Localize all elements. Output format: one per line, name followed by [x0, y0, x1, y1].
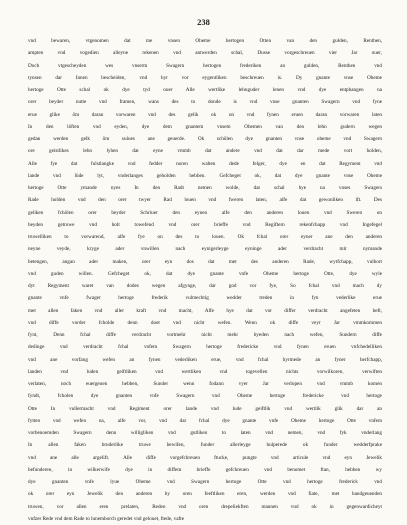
text-line: met allen faken vnd aller kraft vnd macht, Alfe hye dat vor differ verdracht angefeten heft, — [28, 307, 382, 314]
text-line: dedinge vnd verdracht fchal vnfem Swagern hertoge fredericke vnd fynen eruen vnfchedelliken — [28, 344, 382, 351]
text-line: Doch vtgescheyden wes vnserm Swagern hertogen frederiken an gulden, Renthen vnd — [28, 62, 382, 69]
text-line: dye gnanten vnfe lyue Oheme vnd Swagern hertoge Otte vnd hertoge frederick vnd — [28, 479, 382, 485]
text-line: ampten vnd vogedien alleyne rekenen vnd antwerden schal, Dusse vorgeschreuen vier Jar ouer, — [28, 50, 382, 57]
text-line: ok orer eyn Jewelik den anderen by oren feeftliken eren, werden vnd fiate, met handgeuenden — [28, 491, 382, 498]
text-line: ore geistlikes lehn lyhen dat eyne vmmb dat andere vnd dat dar mede vort holden, — [28, 148, 382, 155]
text-line: Rade holden vnd den orer twyer Rad louen vnd fweren laten, alfe dat gewonliken ift. Des — [28, 197, 382, 204]
body-text — [28, 35, 382, 525]
text-line: fytten vnd wefen na, alfe vor, vnd dar fchal dye gnante vnfe Oheme hertoge Otte vnfem — [28, 417, 382, 424]
text-line: befunderen, in wilkerwife dye in diffem brieffe gefchreuen vnd benomet ftan, hebben wy — [28, 466, 382, 473]
text-line: vnd diffe vorder fcholde denn doet vnd nicht wefen. Wenn ok diffe veyr Jar vmmkommen — [28, 319, 382, 326]
text-line: vorbenoemden Swagern denn willigliken vnd gutliken to laten vnd nemen, vnd fyk vnderlang — [28, 430, 382, 436]
page-number: 238 — [197, 17, 210, 27]
text-line: vnd ane alle argelift. Alle diffe vorgefchreuen ftucke, pungte vnd articule vnd eyn Jewelik — [28, 454, 382, 461]
text-line: verlaten, noch euergeuen hebben, Sunder wenn fodann vyer Jar verlopen vnd vmmb komen — [28, 381, 382, 387]
text-line: hertoge Otte schal ok dye tyd ouer Alle wertlike lehnguder lenen vnd dye entphangen na — [28, 87, 382, 93]
text-line: orer beyder nutte vnd framen, wans des to donde is vnd vnse gnanten Swagern vnd fyne — [28, 99, 382, 106]
text-line: hertoge Otte ymande nyes In den Radt nemen wolde, dat schal hye na vnses Swagers — [28, 185, 382, 191]
text-line: erue glike öm daran vorwaren vnd des gelik ok on vnd fynen eruen daran vorwaren laten — [28, 111, 382, 118]
text-line: betengen, angan ader maken, orer eyn dos dat met des anderen Rade, wytfchapp, vulbort — [28, 258, 382, 265]
text-line: vnd bewaren, vtgenomen dat me vnsen Oheme hertogen Otten van den gulden, Renthen, — [28, 38, 382, 44]
text-line: neyne veyde, kryge ader vnwillen nach eynigerleyge eyninge ader verdracht mit nymande — [28, 246, 382, 253]
text-line: landen vnd luden geiftliken vnd wertliken vnd togevellen nichts vorwilkoren, verwiften — [28, 368, 382, 375]
text-line: truwelliken to vorwarend, alfe fye on des to louen. Ok fchal orer eyner ane den anderen — [28, 234, 382, 240]
text-line: Otte In vullermacht vnd Regiment orer lande vnd lude geiftlik vnd wertlik glik dar an — [28, 405, 382, 412]
text-line: truwen, vor allen eren prelaten, Reden vnd oren drepeliekften mannen vnd ok in gegenwardicheyt — [28, 503, 382, 510]
text-line: dyt Regyment waret van dodes wegen afgynge, dar god vor fye, So fchal vnd mach dy — [28, 283, 382, 289]
text-line: gedan werden gelk öm sulues ane geuerde. Ok schölen dye gnanten vnse oheme vnd Swagern — [28, 136, 382, 142]
text-line: fyndt, fcholen dye gnanten vnfe Swagern vnd Oheme hertoge fredericke vnd hertoge — [28, 393, 382, 400]
text-line: Alle fye dat fulstlangke vnd fedder noren walten dede felger, dye en dat Regyment vnd — [28, 160, 382, 167]
text-line: vnd ane vorfang wefen an fynen vederliken erue, vnd fchal hyrmede an fyner herfchapp, — [28, 356, 382, 363]
text-line: In den löften vnd eyden, dye dem gnantem vnsem Ohemen van den lehn gudern wegen — [28, 123, 382, 130]
text-line: fynt, Denn fchal diffe verdracht vortmehr nicht mehr byeden nach wefen, Sundern diffe — [28, 332, 382, 338]
text-line: In allen faken bruderlike truwe bewifen, funder allerleyge hulperede ok funder wedderfprake — [28, 442, 382, 449]
text-line: geliken fchölen orer beyder Schriuer den eynen alfe den anderen louen vnd Sweren on — [28, 209, 382, 216]
text-line: tynsen dar Innen bescheiden, vnd hyr vor eygentliken beschreuen is. Dy gnante vnse Oheme — [28, 74, 382, 81]
text-line: gnante vnfe fwager hertoge frederik vulmechtig wedder treden in fyn vederlike erue — [28, 295, 382, 302]
text-line: beyden getruwe vnd holt towefend vnd orer brieffe vnd Regiftern rekenfchapp vnd Ingefegel — [28, 221, 382, 228]
text-line: vnd guden willen. Gefcheget ok, dat dye gnante vnfe Oheme hertoge Otte, dye wyle — [28, 270, 382, 277]
text-line: lande vnd lüde lyt, vnderlanges geholden hebben. Gefcheget ok, dat dye gnante vnse Oheme — [28, 172, 382, 179]
text-line: vnfzer Rede vnd dem Rade to lunemborch geredet vnd gelouet, ftede, vafte — [28, 515, 184, 522]
